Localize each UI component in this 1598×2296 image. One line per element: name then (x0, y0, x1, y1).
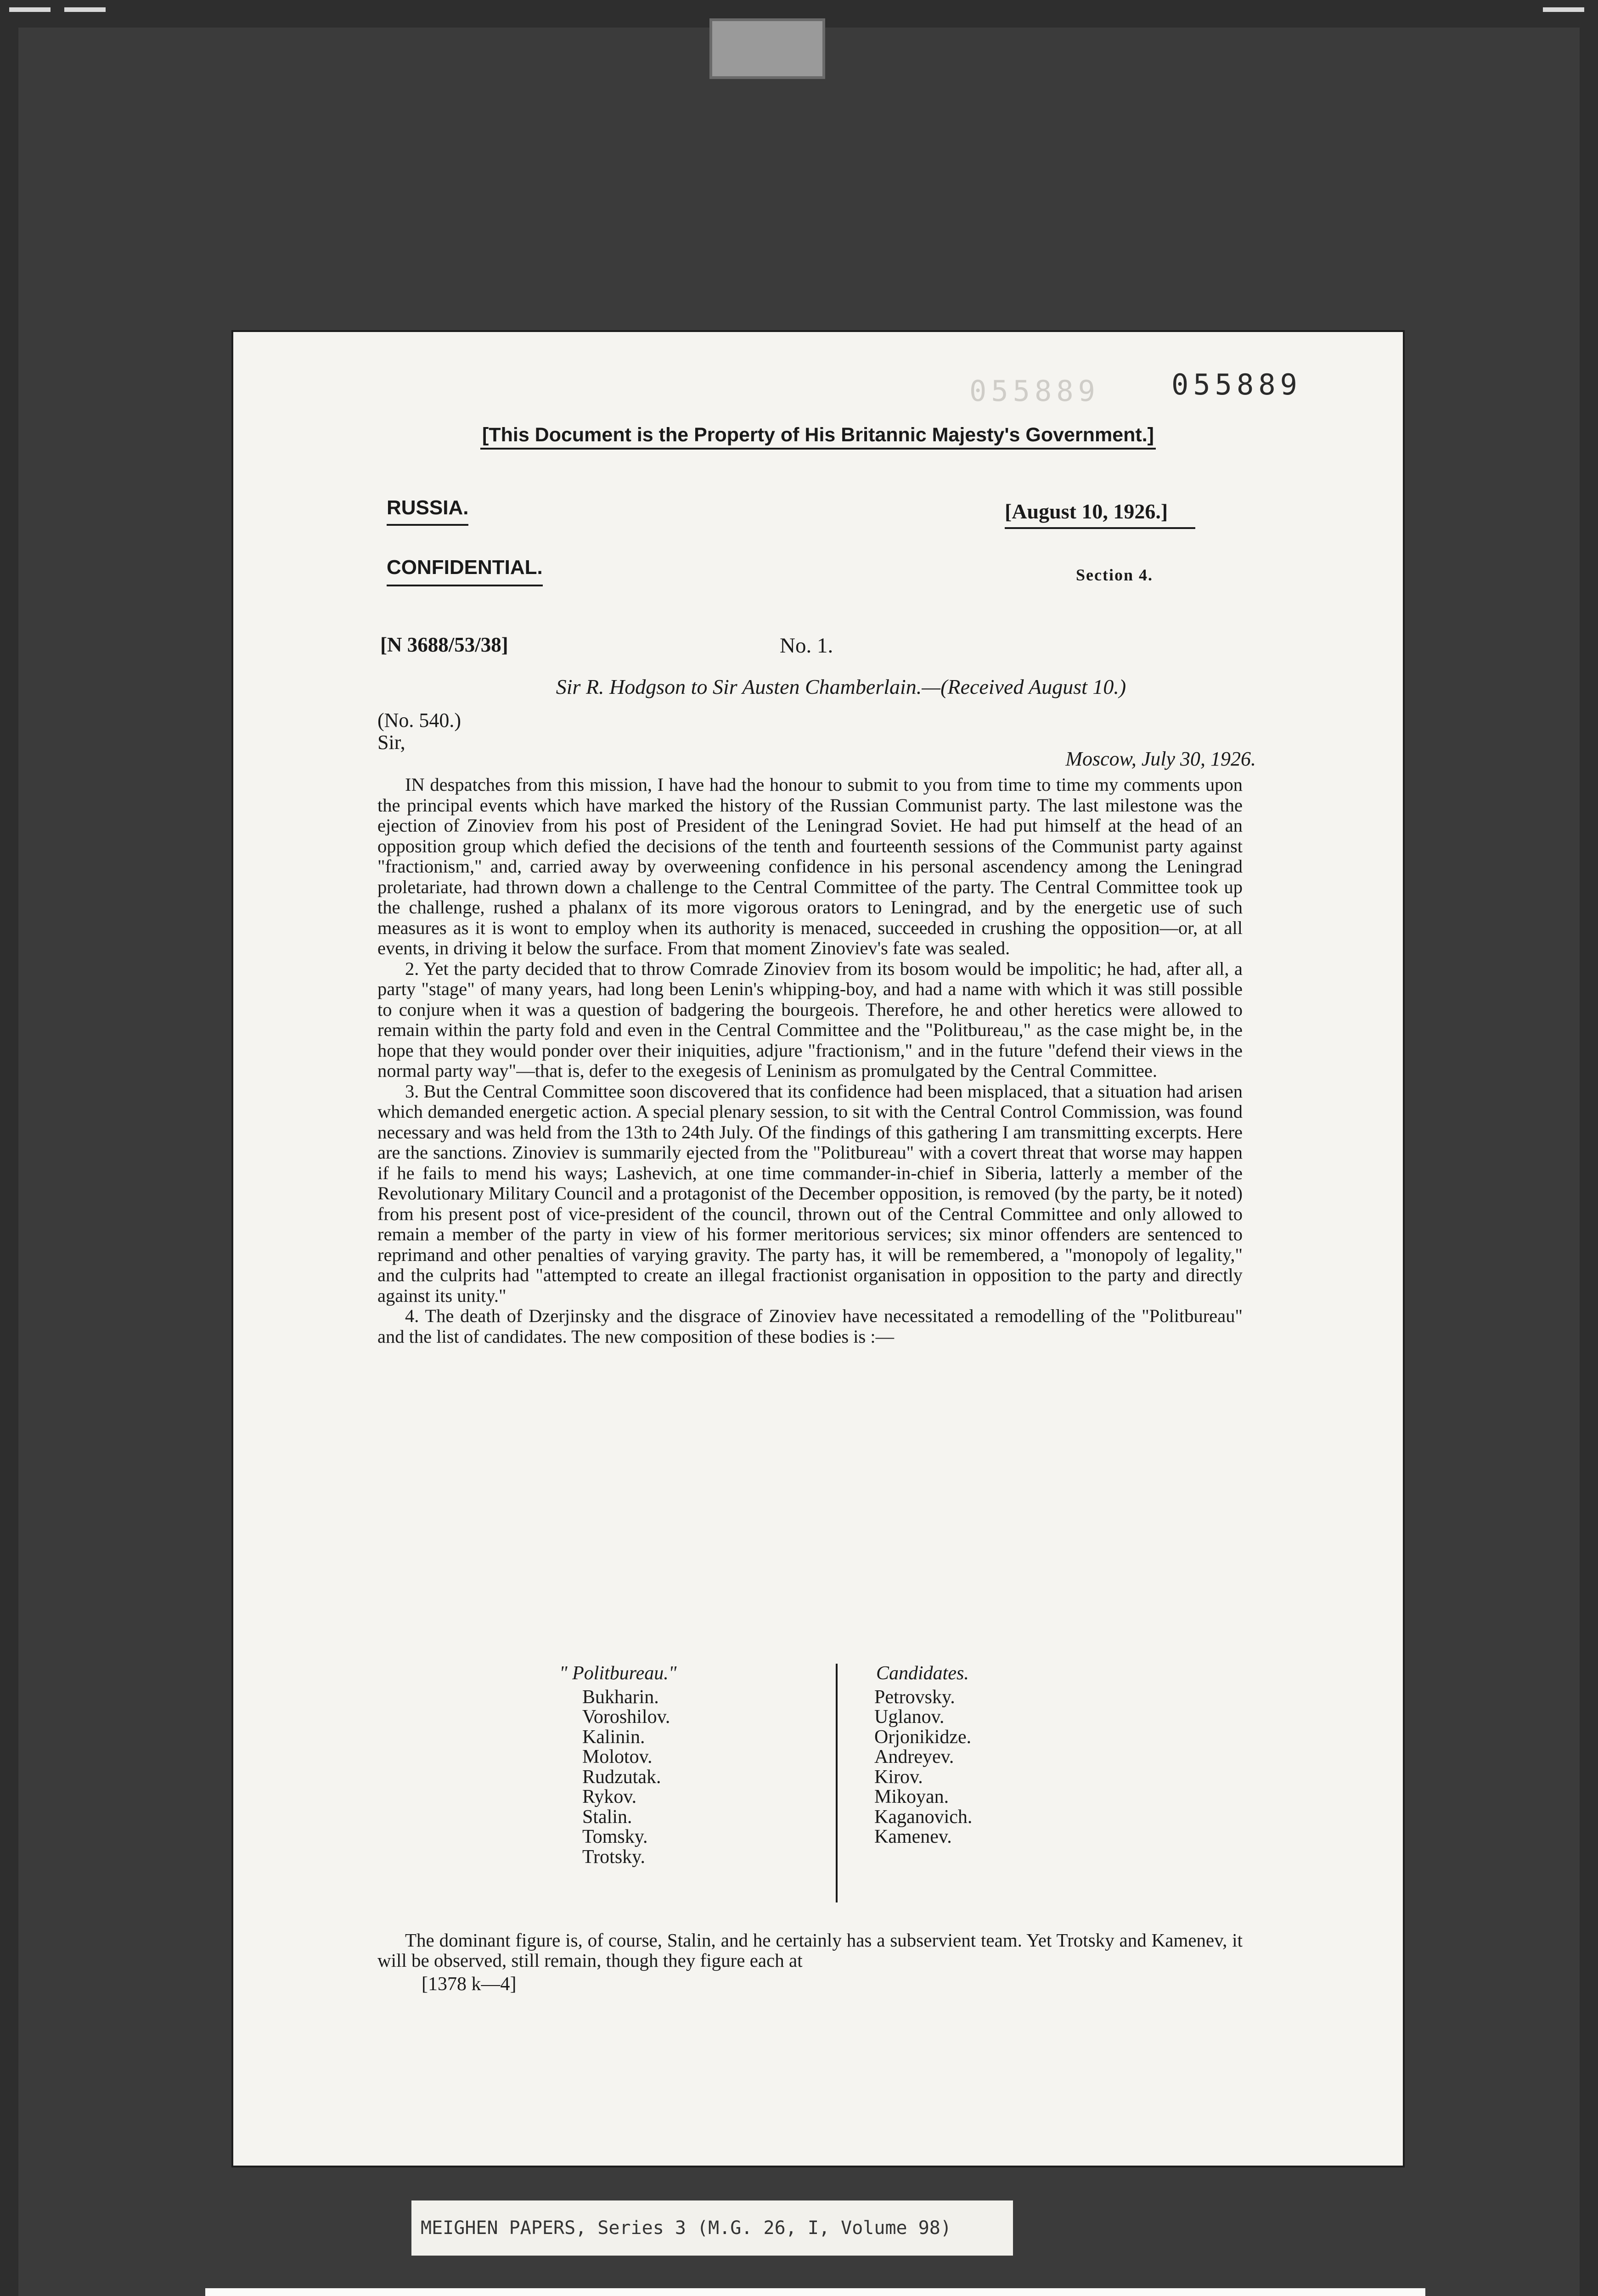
list-item: Stalin. (582, 1806, 632, 1828)
list-item: Petrovsky. (874, 1686, 955, 1708)
archive-caption: MEIGHEN PAPERS, Series 3 (M.G. 26, I, Volume 98) (411, 2200, 1013, 2256)
place-date: Moscow, July 30, 1926. (1065, 748, 1256, 770)
list-item: Voroshilov. (582, 1706, 670, 1728)
document-page (233, 332, 1403, 2166)
list-item: Rykov. (582, 1786, 637, 1807)
list-item: Rudzutak. (582, 1766, 661, 1788)
archives-card (205, 2288, 1425, 2296)
document-number: No. 1. (780, 634, 833, 658)
list-item: Orjonikidze. (874, 1726, 972, 1748)
property-notice-text: [This Document is the Property of His Britannic Majesty's Government.] (480, 424, 1156, 450)
list-item: Tomsky. (582, 1826, 648, 1847)
closing-paragraph (377, 1930, 1243, 1970)
list-item: Uglanov. (874, 1706, 945, 1728)
closing-text: The dominant figure is, of course, Stalin, and he certainly has a subservient team. Yet Trotsky and Kamenev, it will be observed, still remain, though they figure each at (377, 1930, 1243, 1971)
list-item: Bukharin. (582, 1686, 659, 1708)
column-divider (836, 1664, 838, 1902)
salutation: Sir, (377, 731, 405, 754)
binder-clip (709, 18, 825, 79)
paragraph-3: 3. But the Central Committee soon discovered that its confidence had been misplaced, that a situation had arisen which demanded energetic action. A special plenary session, to sit with the Central Control Commission, was found necessary and was held from the 13th to 24th July. Of the findings of this gathering I am transmitting excerpts. Here are the sanctions. Zinoviev is summarily ejected from the "Politbureau" with a covert threat that worse may happen if he fails to mend his ways; Lashevich, at one time commander-in-chief in Siberia, latterly a member of the Revolutionary Military Council and a protagonist of the December opposition, is removed (by the party, be it noted) from his present post of vice-president of the council, thrown out of the Central Committee and only allowed to remain a member of the party in view of his former meritorious services; six minor offenders are sentenced to reprimand and other penalties of varying gravity. The party has, it will be remembered, a "monopoly of legality," and the culprits had "attempted to create an illegal fractionist organisation in opposition to the party and directly against its unity." (377, 1080, 1243, 1306)
list-item: Kaganovich. (874, 1806, 973, 1828)
body-text (377, 775, 1243, 1347)
list-item: Andreyev. (874, 1746, 954, 1767)
list-item: Kalinin. (582, 1726, 645, 1748)
politbureau-heading: " Politbureau." (559, 1663, 677, 1684)
list-item: Kamenev. (874, 1826, 952, 1847)
faded-stamp-number: 055889 (969, 374, 1100, 408)
despatch-number: (No. 540.) (377, 709, 461, 732)
list-item: Mikoyan. (874, 1786, 949, 1807)
candidates-heading: Candidates. (876, 1663, 969, 1684)
edge-mark (9, 7, 51, 12)
candidates-column (876, 1664, 972, 1847)
document-title: Sir R. Hodgson to Sir Austen Chamberlain.—(Received August 10.) (556, 675, 1126, 698)
politbureau-column (559, 1663, 677, 1868)
paragraph-2: 2. Yet the party decided that to throw Comrade Zinoviev from its bosom would be impolitic; he had, after all, a party "stage" of many years, had long been Lenin's whipping-boy, and had a name with which it was still possible to conjure when it was a question of badgering the bourgeois. Therefore, he and other heretics were allowed to remain within the party fold and even in the Central Committee and the "Politbureau," as the case might be, in the hope that they would ponder over their iniquities, adjure "fractionism," and in the future "defend their views in the normal party way"—that is, defer to the exegesis of Leninism as promulgated by the Central Committee. (377, 958, 1243, 1081)
country-heading: RUSSIA. (387, 496, 468, 526)
classification-heading: CONFIDENTIAL. (387, 556, 543, 586)
list-item: Kirov. (874, 1766, 923, 1788)
section-label: Section 4. (1076, 566, 1153, 584)
paragraph-1: IN despatches from this mission, I have had the honour to submit to you from time to time my comments upon the principal events which have marked the history of the Russian Communist party. The last milestone was the ejection of Zinoviev from his post of President of the Leningrad Soviet. He had put himself at the head of an opposition group which defied the decisions of the tenth and fourteenth sessions of the Communist party against "fractionism," and, carried away by overweening confidence in his personal ascendency among the Leningrad proletariate, had thrown down a challenge to the Central Committee of the party. The Central Committee took up the challenge, rushed a phalanx of its more vigorous orators to Leningrad, and by the energetic use of such measures as it is wont to employ when its authority is menaced, succeeded in crushing the opposition—or, at all events, in driving it below the surface. From that moment Zinoviev's fate was sealed. (377, 774, 1243, 958)
property-notice (233, 424, 1403, 446)
date-bracket: [August 10, 1926.] (1005, 499, 1195, 529)
list-item: Trotsky. (582, 1846, 645, 1868)
stamp-number: 055889 (1171, 368, 1302, 401)
list-item: Molotov. (582, 1746, 653, 1767)
edge-mark (1543, 7, 1584, 12)
print-reference: [1378 k—4] (422, 1974, 517, 1995)
paragraph-4: 4. The death of Dzerjinsky and the disgrace of Zinoviev have necessitated a remodelling of the "Politbureau" and the list of candidates. The new composition of these bodies is :— (377, 1306, 1243, 1347)
reference-code: [N 3688/53/38] (380, 633, 508, 656)
composition-lists (555, 1664, 1152, 1912)
edge-mark (64, 7, 106, 12)
